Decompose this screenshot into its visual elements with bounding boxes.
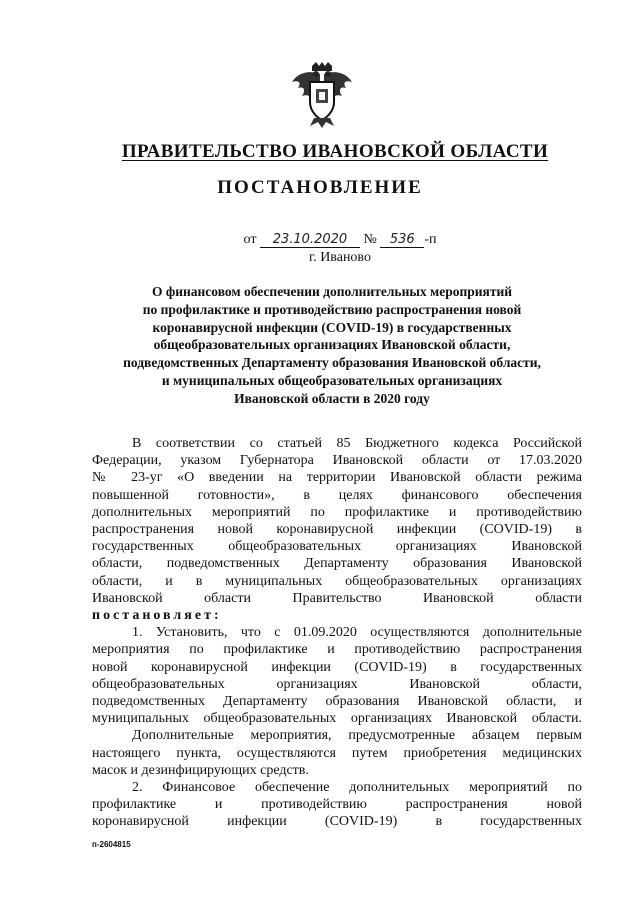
- body-line: профилактике и противодействию распространения новой: [92, 797, 582, 813]
- title-line: подведомственных Департаменту образования Ивановской области,: [123, 355, 541, 371]
- handwritten-date: 23.10.2020: [260, 233, 360, 248]
- resolution-title: [96, 283, 568, 408]
- city: г. Иваново: [309, 250, 371, 265]
- title-line: коронавирусной инфекции (COVID-19) в государственных: [152, 319, 512, 335]
- date-prefix: от: [243, 232, 257, 247]
- body-line: настоящего пункта, осуществляются путем приобретения медицинских: [92, 745, 582, 761]
- body-line: подведомственных Департаменту образования Ивановской области, и: [92, 694, 582, 710]
- number-suffix: -п: [424, 232, 437, 247]
- coat-of-arms-icon: [290, 62, 354, 128]
- body-line: общеобразовательных организациях Ивановской области,: [92, 676, 582, 692]
- title-line: по профилактике и противодействию распространения новой: [142, 301, 522, 317]
- date-number-line: [220, 232, 460, 248]
- body-text: [92, 435, 582, 831]
- document-type: ПОСТАНОВЛЕНИЕ: [217, 177, 423, 198]
- body-line: масок и дезинфицирующих средств.: [92, 762, 309, 778]
- body-line: новой коронавирусной инфекции (COVID-19) в государственных: [92, 659, 582, 675]
- body-line: мероприятия по профилактике и противодействию распространения: [92, 642, 582, 658]
- title-line: Ивановской области в 2020 году: [234, 390, 430, 406]
- resolves-word: постановляет:: [92, 608, 222, 624]
- document-code: п-2604815: [92, 840, 131, 849]
- title-line: общеобразовательных организациях Ивановской области,: [153, 337, 511, 353]
- body-line: 2. Финансовое обеспечение дополнительных мероприятий по: [132, 780, 582, 796]
- body-line: Дополнительные мероприятия, предусмотренные абзацем первым: [132, 728, 582, 744]
- handwritten-number: 536: [380, 233, 424, 248]
- government-name: ПРАВИТЕЛЬСТВО ИВАНОВСКОЙ ОБЛАСТИ: [121, 141, 549, 162]
- body-line: муниципальных общеобразовательных организациях Ивановской области.: [92, 711, 582, 727]
- body-line: В соответствии со статьей 85 Бюджетного кодекса Российской: [132, 436, 582, 451]
- title-line: О финансовом обеспечении дополнительных мероприятий: [151, 284, 513, 299]
- body-line: дополнительных мероприятий по профилактике и противодействию: [92, 504, 582, 520]
- body-line: 1. Установить, что с 01.09.2020 осуществляются дополнительные: [132, 625, 582, 641]
- number-prefix: №: [363, 232, 377, 247]
- body-line: повышенной готовности», в целях финансового обеспечения: [92, 487, 582, 503]
- body-line: распространения новой коронавирусной инфекции (COVID-19) в: [92, 522, 582, 538]
- body-line: коронавирусной инфекции (COVID-19) в государственных: [92, 814, 582, 830]
- body-line: Федерации, указом Губернатора Ивановской области от 17.03.2020: [92, 453, 582, 469]
- body-line: Ивановской области Правительство Ивановской области: [92, 590, 582, 606]
- body-line: государственных общеобразовательных организациях Ивановской: [92, 539, 582, 555]
- body-line: области, и в муниципальных общеобразовательных организациях: [92, 573, 582, 589]
- body-line: № 23-уг «О введении на территории Ивановской области режима: [92, 470, 582, 486]
- title-line: и муниципальных общеобразовательных организациях: [161, 372, 503, 388]
- body-line: области, подведомственных Департаменту образования Ивановской: [92, 556, 582, 572]
